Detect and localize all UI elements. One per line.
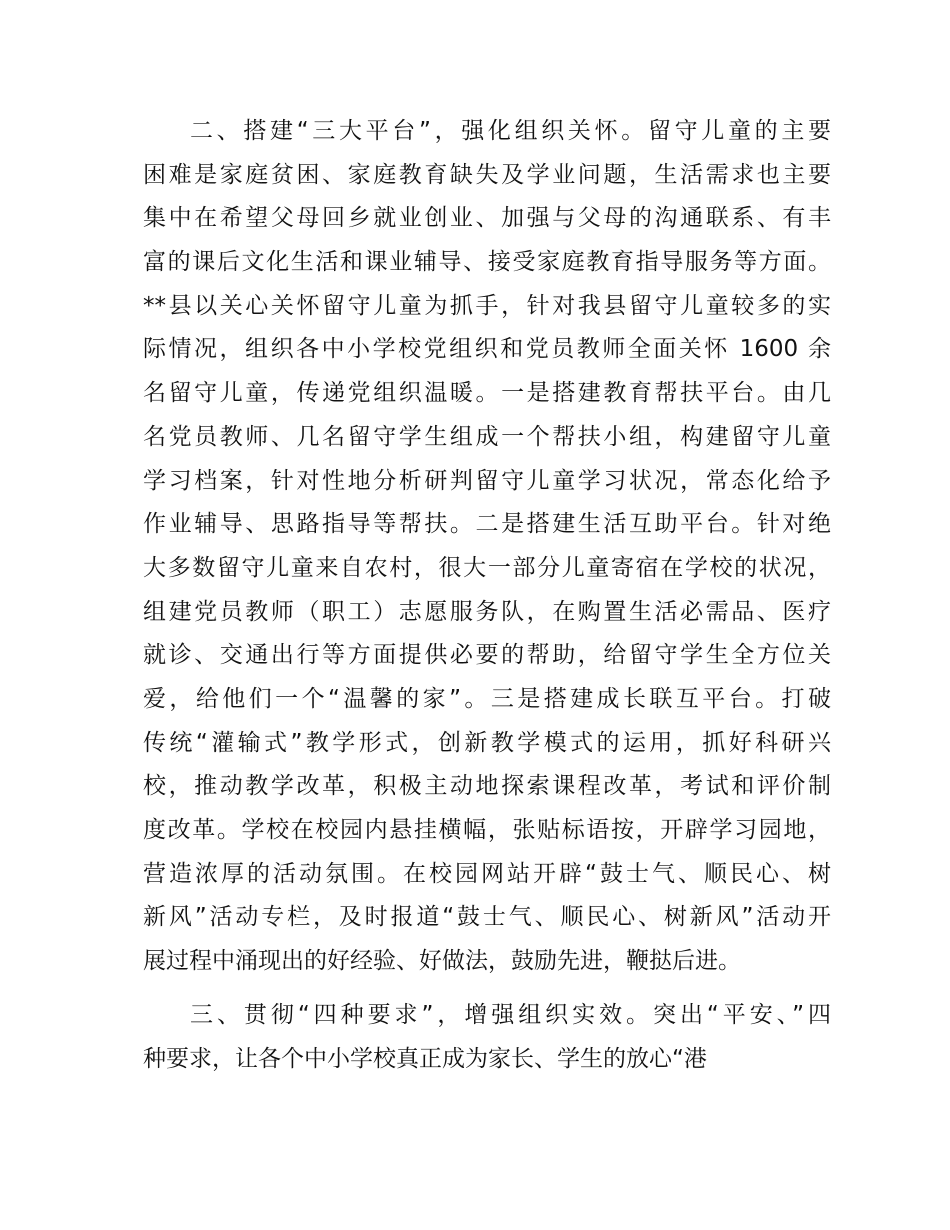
text-line: 名党员教师、几名留守学生组成一个帮扶小组，构建留守儿童	[143, 423, 831, 450]
text-line: 际情况，组织各中小学校党组织和党员教师全面关怀 1600 余	[143, 336, 831, 363]
text-line: 组建党员教师（职工）志愿服务队，在购置生活必需品、医疗	[143, 598, 831, 625]
text-line: 就诊、交通出行等方面提供必要的帮助，给留守学生全方位关	[143, 642, 831, 669]
text-line: 营造浓厚的活动氛围。在校园网站开辟“鼓士气、顺民心、树	[143, 860, 831, 887]
paragraph-three-platforms	[143, 110, 831, 984]
text-line: 传统“灌输式”教学形式，创新教学模式的运用，抓好科研兴	[143, 729, 831, 756]
text-line: 三、贯彻“四种要求”，增强组织实效。突出“平安、”四	[190, 1002, 831, 1028]
text-line: 度改革。学校在校园内悬挂横幅，张贴标语按，开辟学习园地，	[143, 817, 831, 843]
text-line: 集中在希望父母回乡就业创业、加强与父母的沟通联系、有丰	[143, 205, 831, 232]
text-line: 种要求，让各个中小学校真正成为家长、学生的放心“港	[143, 1045, 707, 1072]
text-line: 困难是家庭贫困、家庭教育缺失及学业问题，生活需求也主要	[143, 161, 831, 188]
text-line: 学习档案，针对性地分析研判留守儿童学习状况，常态化给予	[143, 467, 831, 494]
text-line: 名留守儿童，传递党组织温暖。一是搭建教育帮扶平台。由几	[143, 380, 831, 407]
text-line: 展过程中涌现出的好经验、好做法，鼓励先进，鞭挞后进。	[143, 948, 741, 975]
text-line: 校，推动教学改革，积极主动地探索课程改革，考试和评价制	[143, 773, 831, 800]
text-line: **县以关心关怀留守儿童为抓手，针对我县留守儿童较多的实	[143, 292, 831, 319]
text-line: 爱，给他们一个“温馨的家”。三是搭建成长联互平台。打破	[143, 685, 831, 712]
text-line: 新风”活动专栏，及时报道“鼓士气、顺民心、树新风”活动开	[143, 904, 831, 931]
paragraph-four-requirements	[143, 994, 831, 1081]
text-line: 富的课后文化生活和课业辅导、接受家庭教育指导服务等方面。	[143, 249, 831, 276]
text-line: 作业辅导、思路指导等帮扶。二是搭建生活互助平台。针对绝	[143, 511, 831, 538]
text-line: 二、搭建“三大平台”，强化组织关怀。留守儿童的主要	[190, 118, 831, 144]
text-line: 大多数留守儿童来自农村，很大一部分儿童寄宿在学校的状况，	[143, 554, 831, 581]
